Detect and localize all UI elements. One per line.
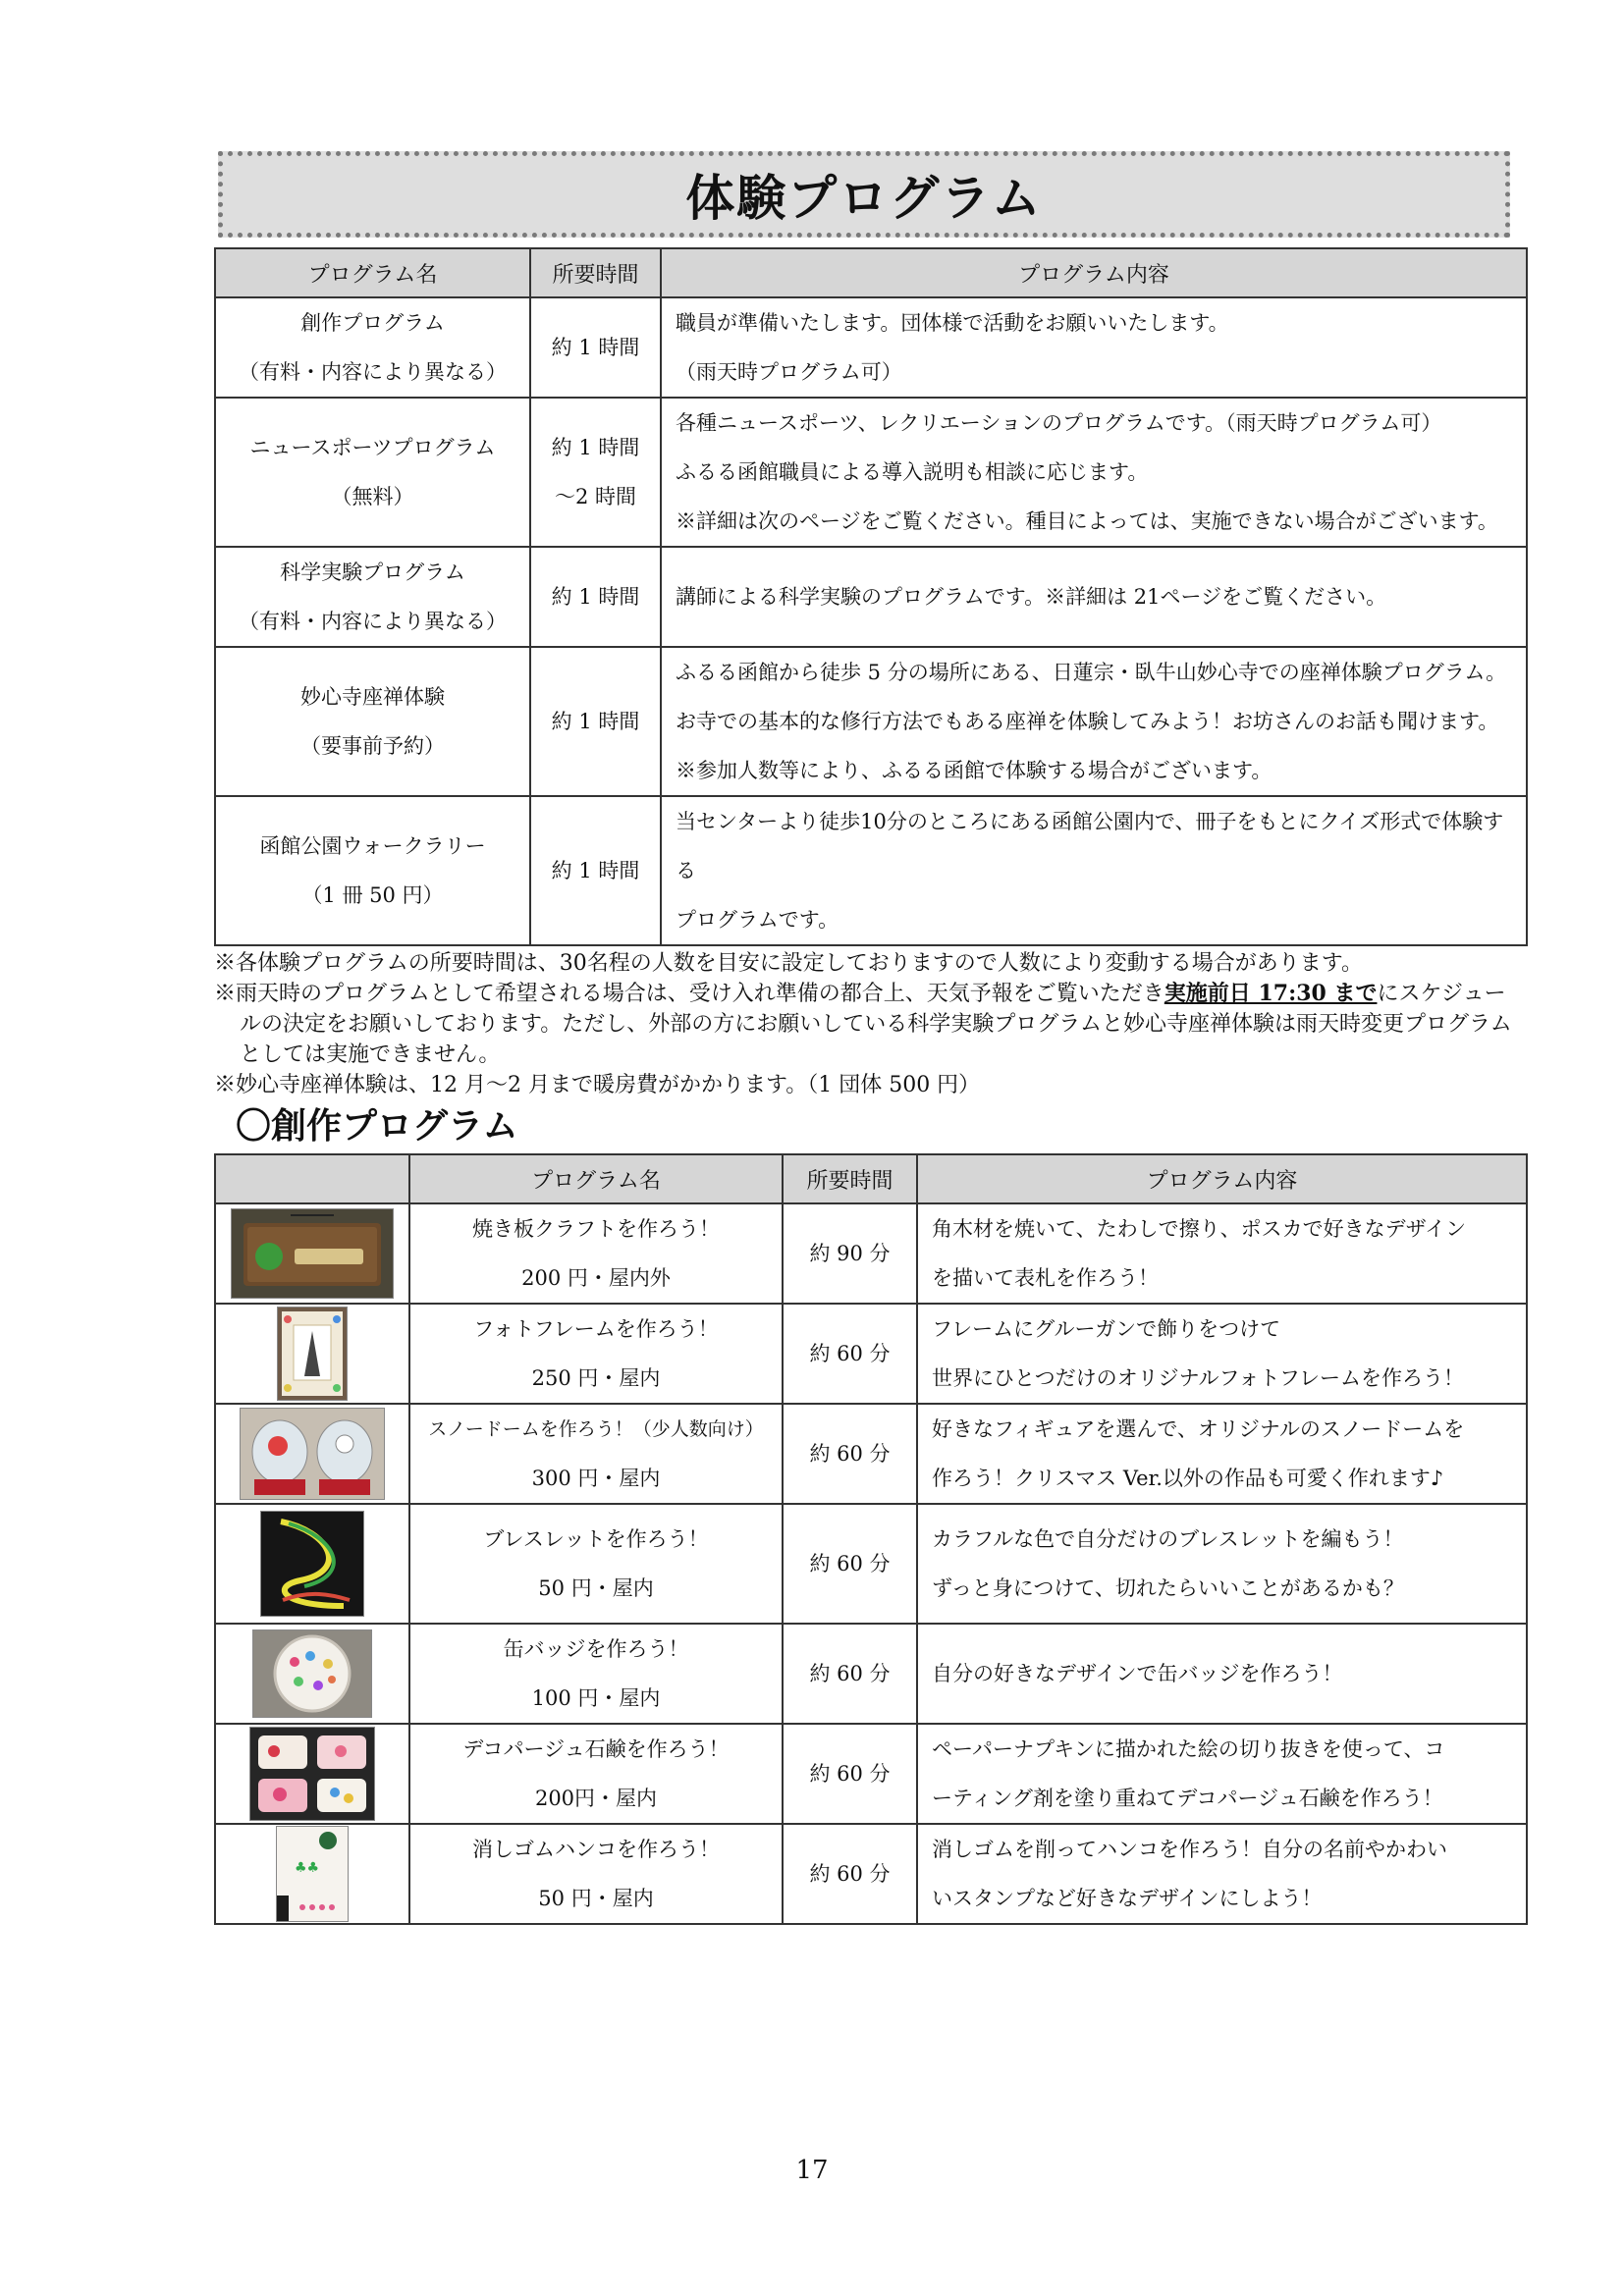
- header-program-content: プログラム内容: [917, 1154, 1527, 1203]
- content-cell: [917, 1404, 1527, 1504]
- program-name: 焼き板クラフトを作ろう！: [472, 1217, 720, 1241]
- duration-cell: [530, 547, 661, 647]
- table-row: [215, 1824, 1527, 1924]
- content-cell: [661, 647, 1527, 796]
- content-cell: [917, 1724, 1527, 1824]
- note-duration: ※各体験プログラムの所要時間は、30名程の人数を目安に設定しておりますので人数により変動する場合があります。: [214, 951, 1364, 976]
- header-duration: 所要時間: [530, 248, 661, 297]
- content-cell: [917, 1504, 1527, 1624]
- experience-program-table: [214, 247, 1528, 946]
- table-row: [215, 1304, 1527, 1404]
- program-name: デコパージュ石鹸を作ろう！: [462, 1737, 730, 1761]
- section-title: 〇創作プログラム: [236, 1105, 518, 1147]
- program-name-cell: [409, 1724, 783, 1824]
- content-cell: [917, 1203, 1527, 1304]
- duration: 約 90 分: [783, 1203, 917, 1304]
- content-line: お寺での基本的な修行方法でもある座禅を体験してみよう！お坊さんのお話も聞けます。: [676, 710, 1499, 733]
- photo-cell: [215, 1504, 409, 1624]
- content-line: 作ろう！クリスマス Ver.以外の作品も可愛く作れます♪: [932, 1467, 1444, 1490]
- duration: 約 60 分: [783, 1624, 917, 1724]
- program-price: 250 円・屋内: [531, 1366, 661, 1390]
- table-row: [215, 1203, 1527, 1304]
- content-line: を描いて表札を作ろう！: [932, 1266, 1159, 1290]
- program-name-cell: [215, 297, 530, 398]
- table-row: [215, 1624, 1527, 1724]
- duration: 約 1 時間: [551, 585, 640, 609]
- duration: 約 1 時間: [551, 859, 640, 882]
- content-line: ※参加人数等により、ふるる函館で体験する場合がございます。: [676, 759, 1272, 782]
- title-banner: [218, 151, 1510, 238]
- program-price: 50 円・屋内: [538, 1576, 654, 1600]
- page-number: 17: [795, 2156, 829, 2185]
- program-name: ニュースポーツプログラム: [249, 436, 496, 459]
- content-line: 職員が準備いたします。団体様で活動をお願いいたします。: [676, 311, 1229, 335]
- program-note: （有料・内容により異なる）: [239, 610, 507, 633]
- yakiita-craft-photo: [231, 1208, 394, 1299]
- content-cell: [661, 297, 1527, 398]
- snow-dome-photo: [240, 1408, 385, 1500]
- duration: 約 1 時間: [551, 336, 640, 359]
- header-program-name: プログラム名: [409, 1154, 783, 1203]
- page-title: 体験プログラム: [685, 169, 1043, 227]
- content-line: 好きなフィギュアを選んで、オリジナルのスノードームを: [932, 1417, 1465, 1441]
- page: [214, 151, 1526, 1925]
- creative-program-table: [214, 1153, 1528, 1925]
- duration-cell: [530, 796, 661, 945]
- program-name-cell: [409, 1504, 783, 1624]
- table-row: [215, 1724, 1527, 1824]
- duration: 約 60 分: [783, 1404, 917, 1504]
- content-line: カラフルな色で自分だけのブレスレットを編もう！: [932, 1527, 1404, 1551]
- program-name: 妙心寺座禅体験: [300, 685, 445, 709]
- program-note: （要事前予約）: [300, 734, 445, 758]
- content-line: 消しゴムを削ってハンコを作ろう！自分の名前やかわい: [932, 1838, 1447, 1861]
- content-line: 各種ニュースポーツ、レクリエーションのプログラムです。（雨天時プログラム可）: [676, 411, 1442, 435]
- program-note: （1 冊 50 円）: [301, 883, 444, 907]
- note-heating-fee: ※妙心寺座禅体験は、12 月～2 月まで暖房費がかかります。（1 団体 500 円）: [214, 1073, 981, 1097]
- table-row: [215, 796, 1527, 945]
- table-header-row: [215, 248, 1527, 297]
- content-cell: [917, 1304, 1527, 1404]
- program-name-cell: [215, 547, 530, 647]
- content-line: （雨天時プログラム可）: [676, 360, 902, 384]
- content-line: ※詳細は次のページをご覧ください。種目によっては、実施できない場合がございます。: [676, 509, 1498, 533]
- decoupage-soap-photo: [249, 1727, 375, 1821]
- content-line: 世界にひとつだけのオリジナルフォトフレームを作ろう！: [932, 1366, 1465, 1390]
- content-cell: [661, 547, 1527, 647]
- header-program-content: プログラム内容: [661, 248, 1527, 297]
- table-row: [215, 647, 1527, 796]
- program-name: 函館公園ウォークラリー: [259, 834, 486, 858]
- content-line: 当センターより徒歩10分のところにある函館公園内で、冊子をもとにクイズ形式で体験する: [676, 810, 1504, 882]
- note-deadline: 実施前日 17:30 まで: [1164, 981, 1378, 1006]
- program-name: スノードームを作ろう！（少人数向け）: [428, 1418, 764, 1440]
- header-program-name: プログラム名: [215, 248, 530, 297]
- eraser-stamp-photo: [276, 1826, 349, 1922]
- program-name: 創作プログラム: [300, 311, 445, 335]
- program-name-cell: [215, 796, 530, 945]
- program-name: 科学実験プログラム: [280, 561, 465, 584]
- note-rainy-day: [214, 979, 1526, 1070]
- table-row: [215, 297, 1527, 398]
- program-note: （有料・内容により異なる）: [239, 360, 507, 384]
- photo-cell: [215, 1724, 409, 1824]
- photo-cell: [215, 1824, 409, 1924]
- duration: 約 1 時間: [551, 436, 640, 459]
- photo-cell: [215, 1624, 409, 1724]
- table-row: [215, 1404, 1527, 1504]
- photo-cell: [215, 1203, 409, 1304]
- content-line: ふるる函館から徒歩 5 分の場所にある、日蓮宗・臥牛山妙心寺での座禅体験プログラム。: [676, 661, 1507, 684]
- table-header-row: [215, 1154, 1527, 1203]
- content-line: ふるる函館職員による導入説明も相談に応じます。: [676, 460, 1149, 484]
- can-badge-photo: [252, 1629, 372, 1718]
- content-cell: [917, 1824, 1527, 1924]
- program-price: 200円・屋内: [534, 1787, 658, 1810]
- header-photo: [215, 1154, 409, 1203]
- content-line: 角木材を焼いて、たわしで擦り、ポスカで好きなデザイン: [932, 1217, 1467, 1241]
- program-name: 缶バッジを作ろう！: [503, 1637, 689, 1661]
- program-name-cell: [409, 1304, 783, 1404]
- duration: ～2 時間: [554, 485, 637, 508]
- duration: 約 1 時間: [551, 710, 640, 733]
- table-row: [215, 547, 1527, 647]
- program-name-cell: [409, 1824, 783, 1924]
- program-price: 100 円・屋内: [531, 1686, 661, 1710]
- photo-cell: [215, 1304, 409, 1404]
- program-name-cell: [409, 1404, 783, 1504]
- notes: [214, 948, 1526, 1100]
- program-note: （無料）: [331, 485, 414, 508]
- program-name-cell: [215, 398, 530, 547]
- program-price: 200 円・屋内外: [521, 1266, 671, 1290]
- duration-cell: [530, 647, 661, 796]
- duration: 約 60 分: [783, 1724, 917, 1824]
- program-name: 消しゴムハンコを作ろう！: [472, 1838, 720, 1861]
- duration-cell: [530, 297, 661, 398]
- content-line: ずっと身につけて、切れたらいいことがあるかも？: [932, 1576, 1404, 1600]
- table-row: [215, 1504, 1527, 1624]
- photo-frame-photo: [277, 1307, 348, 1401]
- note-rainy-day-b: にスケジュールの決定をお願いしております。ただし、外部の方にお願いしている科学実験プログラムと妙心寺座禅体験は雨天時変更プログラムとしては実施できません。: [240, 982, 1512, 1067]
- duration: 約 60 分: [783, 1304, 917, 1404]
- note-rainy-day-a: ※雨天時のプログラムとして希望される場合は、受け入れ準備の都合上、天気予報をご覧いただき: [214, 982, 1164, 1006]
- photo-cell: [215, 1404, 409, 1504]
- program-price: 50 円・屋内: [538, 1887, 654, 1910]
- duration: 約 60 分: [783, 1504, 917, 1624]
- header-duration: 所要時間: [783, 1154, 917, 1203]
- content-line: 講師による科学実験のプログラムです。※詳細は 21ページをご覧ください。: [676, 585, 1387, 609]
- program-name-cell: [409, 1624, 783, 1724]
- program-name: フォトフレームを作ろう！: [473, 1317, 719, 1341]
- svg-text:♣♣: ♣♣: [295, 1860, 320, 1876]
- program-name-cell: [409, 1203, 783, 1304]
- content-cell: [661, 796, 1527, 945]
- content-cell: [917, 1624, 1527, 1724]
- content-cell: [661, 398, 1527, 547]
- program-price: 300 円・屋内: [531, 1467, 661, 1490]
- content-line: 自分の好きなデザインで缶バッジを作ろう！: [932, 1662, 1343, 1685]
- program-name: ブレスレットを作ろう！: [483, 1527, 709, 1551]
- content-line: ペーパーナプキンに描かれた絵の切り抜きを使って、コ: [932, 1737, 1445, 1761]
- duration: 約 60 分: [783, 1824, 917, 1924]
- duration-cell: [530, 398, 661, 547]
- program-name-cell: [215, 647, 530, 796]
- content-line: フレームにグルーガンで飾りをつけて: [932, 1317, 1281, 1341]
- content-line: プログラムです。: [676, 908, 839, 932]
- bracelet-photo: [260, 1511, 364, 1617]
- table-row: [215, 398, 1527, 547]
- content-line: いスタンプなど好きなデザインにしよう！: [932, 1887, 1323, 1910]
- content-line: ーティング剤を塗り重ねてデコパージュ石鹸を作ろう！: [932, 1787, 1443, 1810]
